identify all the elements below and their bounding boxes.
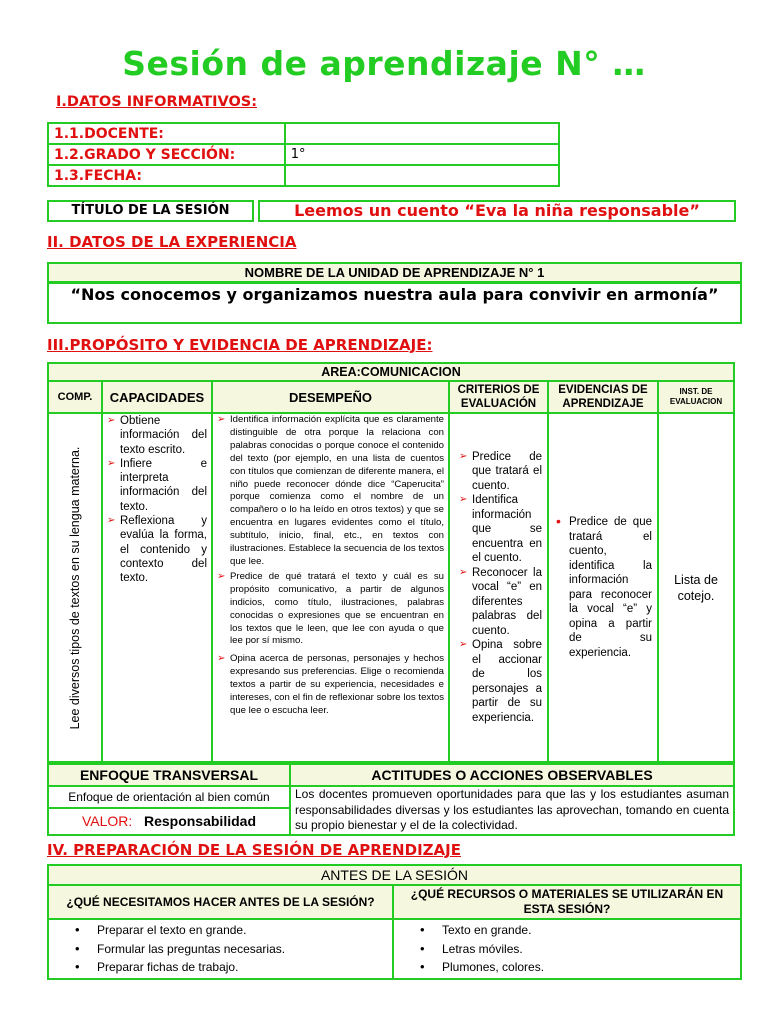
evidencia-text: • Predice de que tratará el cuento, identifica la información para reconocer la vocal “e” y opina a partir de su experiencia. xyxy=(556,513,652,659)
section-preparacion: IV. PREPARACIÓN DE LA SESIÓN DE APRENDIZAJE xyxy=(47,841,461,859)
page-title: Sesión de aprendizaje N° … xyxy=(122,44,646,83)
section-proposito: III.PROPÓSITO Y EVIDENCIA DE APRENDIZAJE: xyxy=(47,336,433,354)
competencia-cell xyxy=(48,413,102,762)
q1-header: ¿QUÉ NECESITAMOS HACER ANTES DE LA SESIÓN? xyxy=(48,885,393,919)
enfoque-text: Enfoque de orientación al bien común xyxy=(48,786,290,808)
criterio-item: ➢ Reconocer la vocal “e” en diferentes palabras del cuento. xyxy=(459,566,542,639)
section-datos-experiencia: II. DATOS DE LA EXPERIENCIA xyxy=(47,233,297,251)
col-comp: COMP. xyxy=(48,381,102,413)
section-datos-informativos: I.DATOS INFORMATIVOS: xyxy=(56,94,258,110)
antes-header: ANTES DE LA SESIÓN xyxy=(48,865,741,885)
info-row-fecha xyxy=(48,165,559,186)
info-label: 1.1.DOCENTE: xyxy=(48,123,285,144)
info-label: 1.3.FECHA: xyxy=(48,165,285,186)
capacidad-item: ➢ Infiere e interpreta información del texto. xyxy=(107,457,207,514)
criterio-item: ➢ Predice de que tratará el cuento. xyxy=(459,450,542,494)
valor-cell xyxy=(48,808,290,834)
preparacion-table xyxy=(47,864,742,980)
col-criterios: CRITERIOS DE EVALUACIÓN xyxy=(449,381,548,413)
col-desempeno: DESEMPEÑO xyxy=(212,381,449,413)
grado-field: 1° xyxy=(285,144,559,165)
evidencia-cell xyxy=(548,413,658,762)
antes-item: • Formular las preguntas necesarias. xyxy=(49,940,392,959)
criterio-item: ➢ Opina sobre el accionar de los personajes a partir de su experiencia. xyxy=(459,638,542,725)
actitudes-header: ACTITUDES O ACCIONES OBSERVABLES xyxy=(290,764,734,786)
unit-name: “Nos conocemos y organizamos nuestra aula para convivir en armonía” xyxy=(47,282,742,324)
antes-cell xyxy=(48,919,393,979)
desempeno-cell xyxy=(212,413,449,762)
info-row-docente xyxy=(48,123,559,144)
session-title-label: TÍTULO DE LA SESIÓN xyxy=(47,200,254,222)
antes-item: • Preparar fichas de trabajo. xyxy=(49,958,392,977)
criterios-cell xyxy=(449,413,548,762)
recurso-item: • Texto en grande. xyxy=(394,921,740,940)
fecha-field xyxy=(285,165,559,186)
area-header: AREA:COMUNICACION xyxy=(48,363,734,381)
bullet-icon: • xyxy=(556,513,561,529)
info-table xyxy=(47,122,560,187)
info-row-grado xyxy=(48,144,559,165)
col-inst: INST. DE EVALUACION xyxy=(658,381,734,413)
enfoque-table xyxy=(47,763,735,836)
capacidad-item: ➢ Reflexiona y evalúa la forma, el contenido y contexto del texto. xyxy=(107,514,207,585)
competencia-text: Lee diversos tipos de textos en su lengua materna. xyxy=(68,446,82,729)
recursos-cell xyxy=(393,919,741,979)
session-title: Leemos un cuento “Eva la niña responsable” xyxy=(258,200,736,222)
unit-label: NOMBRE DE LA UNIDAD DE APRENDIZAJE N° 1 xyxy=(47,262,742,283)
q2-header: ¿QUÉ RECURSOS O MATERIALES SE UTILIZARÁN EN ESTA SESIÓN? xyxy=(393,885,741,919)
info-label: 1.2.GRADO Y SECCIÓN: xyxy=(48,144,285,165)
antes-item: • Preparar el texto en grande. xyxy=(49,921,392,940)
desempeno-item: ➢ Identifica información explícita que es claramente distinguible de otra porque la relaciona con palabras conocidas o porque conoce el contenido del texto (por ejemplo, en una lista de cuentos con títulos que comienzan de diferente manera, el niño puede reconocer dónde dice “Caperucita” porque comienza como el nombre de un compañero o lo ha leído en otros textos) y que se encuentra en lugares evidentes como el título, subtítulo, inicio, final, etc., en textos con ilustraciones. Establece la secuencia de los textos que lee. xyxy=(217,414,444,569)
recurso-item: • Plumones, colores. xyxy=(394,958,740,977)
desempeno-item: ➢ Opina acerca de personas, personajes y hechos expresando sus preferencias. Elige o recomienda textos a partir de su experiencia, necesidades e intereses, con el fin de reflexionar sobre los textos que lee o escucha leer. xyxy=(217,653,444,718)
capacidades-cell xyxy=(102,413,212,762)
valor-label: VALOR: xyxy=(81,813,133,830)
actitudes-text: Los docentes promueven oportunidades para que las y los estudiantes asuman responsabilidades diversas y los estudiantes las aprovechan, tomando en cuenta su propio bienestar y el de la colectividad. xyxy=(290,786,734,835)
instrumento-text: Lista de cotejo. xyxy=(658,413,734,762)
recurso-item: • Letras móviles. xyxy=(394,940,740,959)
docente-field xyxy=(285,123,559,144)
capacidad-item: ➢ Obtiene información del texto escrito. xyxy=(107,414,207,457)
col-capacidades: CAPACIDADES xyxy=(102,381,212,413)
valor-text: Responsabilidad xyxy=(143,813,256,830)
desempeno-item: ➢ Predice de qué tratará el texto y cuál es su propósito comunicativo, a partir de algunos indicios, como título, ilustraciones, palabras conocidas o expresiones que se encuentran en los textos que le leen, que lee con ayuda o que lee por sí mismo. xyxy=(217,571,444,648)
proposito-table xyxy=(47,362,735,763)
col-evidencias: EVIDENCIAS DE APRENDIZAJE xyxy=(548,381,658,413)
criterio-item: ➢ Identifica información que se encuentra en el cuento. xyxy=(459,493,542,566)
enfoque-header: ENFOQUE TRANSVERSAL xyxy=(48,764,290,786)
